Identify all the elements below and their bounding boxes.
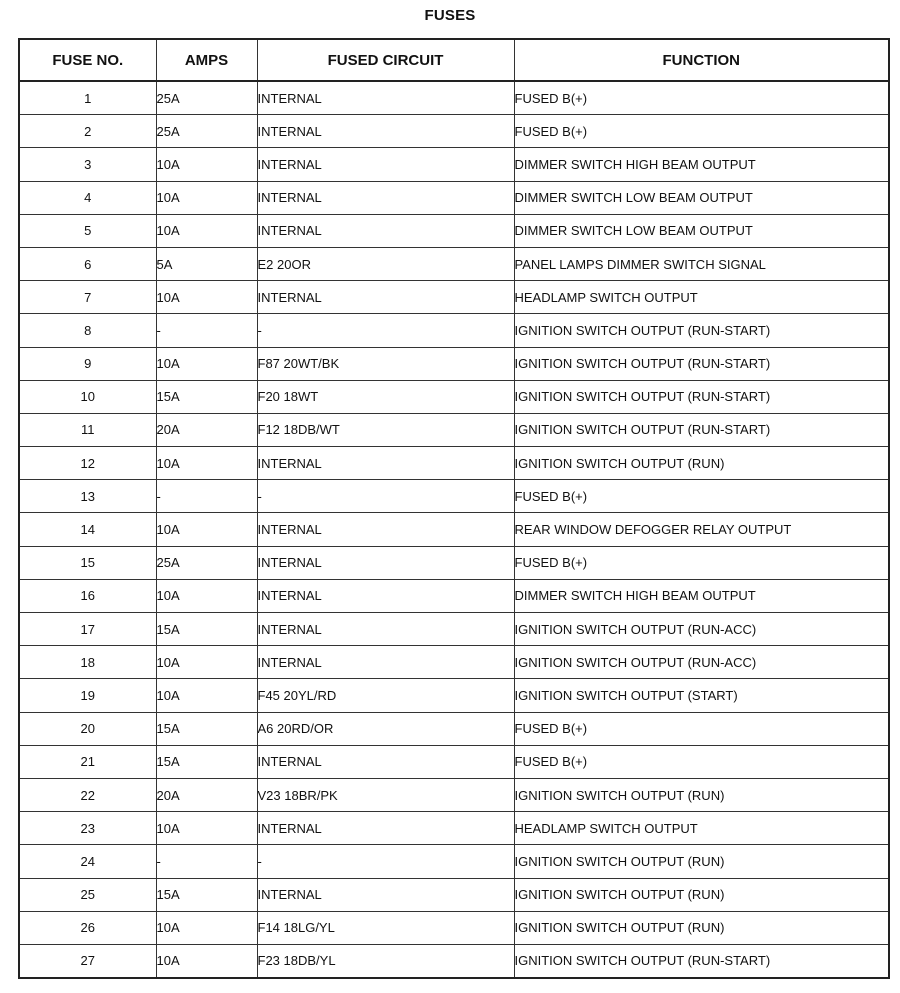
cell-amps: 10A — [156, 944, 257, 978]
header-amps: AMPS — [156, 39, 257, 81]
cell-fused-circuit: INTERNAL — [257, 812, 514, 845]
cell-amps: 5A — [156, 247, 257, 280]
cell-amps: 10A — [156, 447, 257, 480]
cell-amps: 10A — [156, 679, 257, 712]
cell-fuse-no: 9 — [19, 347, 156, 380]
cell-fuse-no: 2 — [19, 115, 156, 148]
cell-fused-circuit: F12 18DB/WT — [257, 413, 514, 446]
table-body — [19, 81, 889, 978]
cell-fused-circuit: - — [257, 480, 514, 513]
cell-fuse-no: 13 — [19, 480, 156, 513]
cell-fused-circuit: V23 18BR/PK — [257, 778, 514, 811]
cell-fused-circuit: INTERNAL — [257, 281, 514, 314]
table-row — [19, 878, 889, 911]
cell-fused-circuit: F87 20WT/BK — [257, 347, 514, 380]
cell-amps: 10A — [156, 579, 257, 612]
cell-fuse-no: 19 — [19, 679, 156, 712]
cell-fuse-no: 17 — [19, 613, 156, 646]
table-row — [19, 81, 889, 115]
cell-amps: 10A — [156, 214, 257, 247]
cell-fuse-no: 8 — [19, 314, 156, 347]
cell-function: IGNITION SWITCH OUTPUT (RUN) — [514, 447, 889, 480]
cell-function: FUSED B(+) — [514, 712, 889, 745]
table-row — [19, 513, 889, 546]
cell-function: FUSED B(+) — [514, 81, 889, 115]
table-row — [19, 314, 889, 347]
table-row — [19, 214, 889, 247]
cell-amps: 20A — [156, 778, 257, 811]
table-row — [19, 745, 889, 778]
table-row — [19, 546, 889, 579]
cell-fused-circuit: E2 20OR — [257, 247, 514, 280]
cell-fuse-no: 12 — [19, 447, 156, 480]
table-row — [19, 778, 889, 811]
cell-fuse-no: 27 — [19, 944, 156, 978]
cell-fused-circuit: INTERNAL — [257, 447, 514, 480]
cell-fused-circuit: INTERNAL — [257, 148, 514, 181]
cell-function: IGNITION SWITCH OUTPUT (RUN) — [514, 778, 889, 811]
fuse-table — [18, 38, 890, 979]
cell-function: IGNITION SWITCH OUTPUT (RUN-START) — [514, 944, 889, 978]
cell-function: FUSED B(+) — [514, 745, 889, 778]
cell-function: DIMMER SWITCH HIGH BEAM OUTPUT — [514, 579, 889, 612]
cell-fuse-no: 14 — [19, 513, 156, 546]
cell-fused-circuit: INTERNAL — [257, 745, 514, 778]
cell-function: IGNITION SWITCH OUTPUT (START) — [514, 679, 889, 712]
cell-function: REAR WINDOW DEFOGGER RELAY OUTPUT — [514, 513, 889, 546]
cell-fused-circuit: F14 18LG/YL — [257, 911, 514, 944]
cell-fused-circuit: INTERNAL — [257, 214, 514, 247]
table-row — [19, 845, 889, 878]
cell-fused-circuit: A6 20RD/OR — [257, 712, 514, 745]
table-row — [19, 447, 889, 480]
cell-amps: 25A — [156, 546, 257, 579]
cell-function: FUSED B(+) — [514, 546, 889, 579]
cell-function: IGNITION SWITCH OUTPUT (RUN-START) — [514, 413, 889, 446]
cell-fuse-no: 22 — [19, 778, 156, 811]
table-row — [19, 944, 889, 978]
cell-amps: 25A — [156, 81, 257, 115]
table-row — [19, 646, 889, 679]
cell-fuse-no: 25 — [19, 878, 156, 911]
cell-fuse-no: 20 — [19, 712, 156, 745]
cell-fused-circuit: F23 18DB/YL — [257, 944, 514, 978]
cell-fuse-no: 18 — [19, 646, 156, 679]
table-row — [19, 281, 889, 314]
cell-fuse-no: 5 — [19, 214, 156, 247]
cell-function: DIMMER SWITCH LOW BEAM OUTPUT — [514, 214, 889, 247]
cell-fused-circuit: INTERNAL — [257, 181, 514, 214]
cell-amps: 15A — [156, 745, 257, 778]
cell-function: HEADLAMP SWITCH OUTPUT — [514, 812, 889, 845]
cell-fuse-no: 1 — [19, 81, 156, 115]
cell-amps: 10A — [156, 646, 257, 679]
cell-function: IGNITION SWITCH OUTPUT (RUN) — [514, 911, 889, 944]
cell-function: FUSED B(+) — [514, 480, 889, 513]
cell-fuse-no: 24 — [19, 845, 156, 878]
cell-fused-circuit: INTERNAL — [257, 878, 514, 911]
cell-function: IGNITION SWITCH OUTPUT (RUN-START) — [514, 380, 889, 413]
cell-fuse-no: 4 — [19, 181, 156, 214]
cell-function: IGNITION SWITCH OUTPUT (RUN-ACC) — [514, 646, 889, 679]
table-row — [19, 579, 889, 612]
cell-amps: 10A — [156, 347, 257, 380]
cell-amps: - — [156, 480, 257, 513]
cell-amps: 15A — [156, 613, 257, 646]
cell-fuse-no: 15 — [19, 546, 156, 579]
cell-fuse-no: 11 — [19, 413, 156, 446]
cell-fuse-no: 3 — [19, 148, 156, 181]
cell-fused-circuit: INTERNAL — [257, 115, 514, 148]
cell-fused-circuit: INTERNAL — [257, 546, 514, 579]
cell-fused-circuit: INTERNAL — [257, 579, 514, 612]
cell-amps: 10A — [156, 181, 257, 214]
cell-function: FUSED B(+) — [514, 115, 889, 148]
cell-amps: 10A — [156, 281, 257, 314]
table-row — [19, 115, 889, 148]
table-row — [19, 911, 889, 944]
table-row — [19, 380, 889, 413]
cell-function: DIMMER SWITCH LOW BEAM OUTPUT — [514, 181, 889, 214]
cell-fused-circuit: - — [257, 845, 514, 878]
cell-function: PANEL LAMPS DIMMER SWITCH SIGNAL — [514, 247, 889, 280]
header-fuse-no: FUSE NO. — [19, 39, 156, 81]
cell-amps: 15A — [156, 380, 257, 413]
cell-fused-circuit: INTERNAL — [257, 513, 514, 546]
table-row — [19, 613, 889, 646]
cell-amps: 10A — [156, 911, 257, 944]
cell-amps: - — [156, 314, 257, 347]
cell-amps: 20A — [156, 413, 257, 446]
table-header-row — [19, 39, 889, 81]
cell-amps: 15A — [156, 878, 257, 911]
cell-function: IGNITION SWITCH OUTPUT (RUN) — [514, 845, 889, 878]
cell-fused-circuit: INTERNAL — [257, 646, 514, 679]
cell-amps: 15A — [156, 712, 257, 745]
cell-fuse-no: 21 — [19, 745, 156, 778]
table-row — [19, 480, 889, 513]
cell-function: IGNITION SWITCH OUTPUT (RUN-START) — [514, 347, 889, 380]
cell-function: HEADLAMP SWITCH OUTPUT — [514, 281, 889, 314]
cell-function: DIMMER SWITCH HIGH BEAM OUTPUT — [514, 148, 889, 181]
cell-fused-circuit: INTERNAL — [257, 613, 514, 646]
cell-amps: 10A — [156, 148, 257, 181]
table-row — [19, 181, 889, 214]
cell-fuse-no: 6 — [19, 247, 156, 280]
table-row — [19, 679, 889, 712]
cell-fuse-no: 26 — [19, 911, 156, 944]
table-row — [19, 247, 889, 280]
cell-amps: - — [156, 845, 257, 878]
table-row — [19, 413, 889, 446]
cell-function: IGNITION SWITCH OUTPUT (RUN) — [514, 878, 889, 911]
table-row — [19, 812, 889, 845]
cell-fuse-no: 10 — [19, 380, 156, 413]
header-fused-circuit: FUSED CIRCUIT — [257, 39, 514, 81]
table-row — [19, 347, 889, 380]
cell-fuse-no: 23 — [19, 812, 156, 845]
cell-fuse-no: 16 — [19, 579, 156, 612]
table-row — [19, 712, 889, 745]
cell-amps: 10A — [156, 812, 257, 845]
cell-fused-circuit: - — [257, 314, 514, 347]
table-row — [19, 148, 889, 181]
cell-amps: 10A — [156, 513, 257, 546]
cell-amps: 25A — [156, 115, 257, 148]
cell-fused-circuit: F20 18WT — [257, 380, 514, 413]
cell-fused-circuit: INTERNAL — [257, 81, 514, 115]
cell-function: IGNITION SWITCH OUTPUT (RUN-ACC) — [514, 613, 889, 646]
header-function: FUNCTION — [514, 39, 889, 81]
cell-function: IGNITION SWITCH OUTPUT (RUN-START) — [514, 314, 889, 347]
cell-fused-circuit: F45 20YL/RD — [257, 679, 514, 712]
cell-fuse-no: 7 — [19, 281, 156, 314]
page-title: FUSES — [424, 7, 476, 24]
